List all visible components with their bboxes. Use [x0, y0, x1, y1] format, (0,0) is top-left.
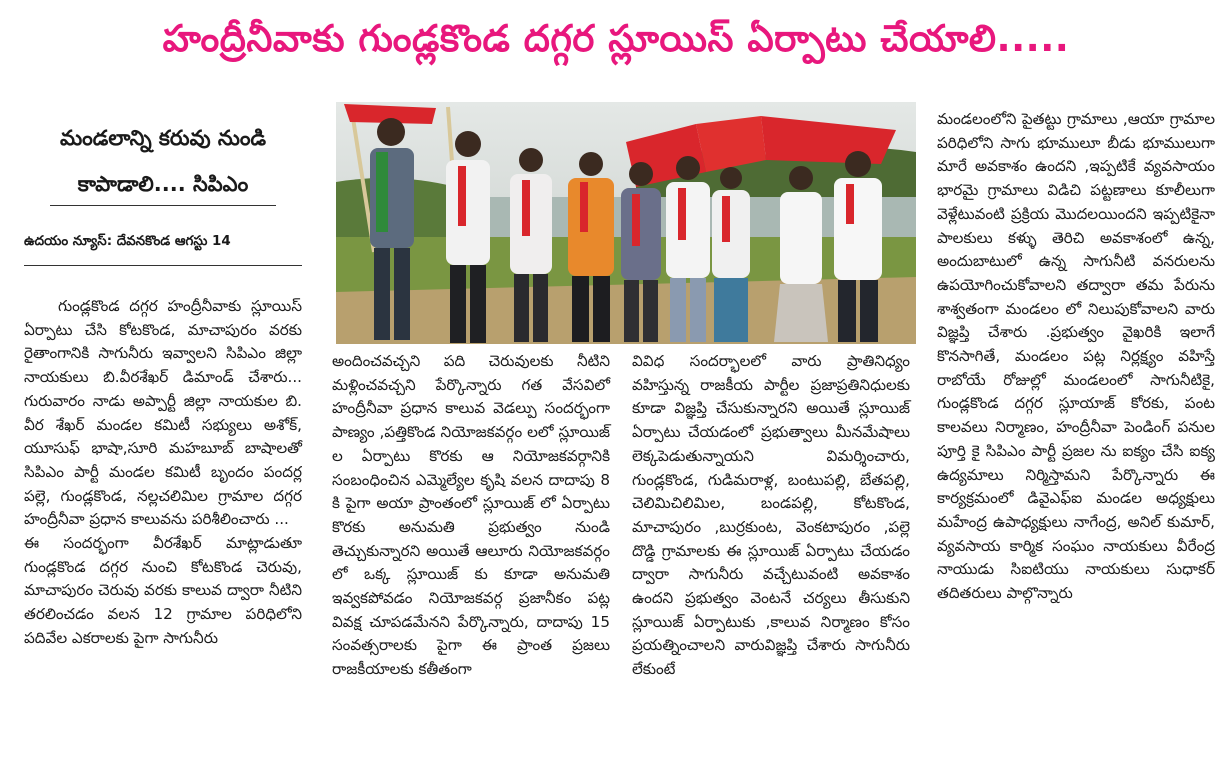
photo-illustration: [336, 102, 916, 344]
article-paragraph-4: వివిధ సందర్భాలలో వారు ప్రాతినిధ్యం వహిస్తున్న రాజకీయ పార్టీల ప్రజాప్రతినిధులకు కూడా విజ్ఞప్తి చేసుకున్నారని అయితే స్లూయిజ్ ఏర్పాటు చేయడంలో ప్రభుత్వాలు మీనమేషాలు లెక్కపెడుతున్నాయని విమర్శించారు, గుండ్లకొండ, గుడిమరాళ్ల, బంటుపల్లి, బేతపల్లి, చెలిమిచిలిమిల, బండపల్లి, కోటకొండ, మాచాపురం ,బుర్రకుంట, వెంకటాపురం ,పల్లె దొడ్డి గ్రామాలకు ఈ స్లూయిజ్ ఏర్పాటు చేయడం ద్వారా సాగునీరు వచ్చేటువంటి అవకాశం ఉందని ప్రభుత్వం వెంటనే చర్యలు తీసుకుని స్లూయిజ్ ఏర్పాటుకు ,కాలువ నిర్మాణం కోసం ప్రయత్నించాలని వారువిజ్ఞప్తి చేశారు సాగునీరు లేకుంటే: [632, 352, 910, 679]
byline: ఉదయం న్యూస్: దేవనకొండ ఆగస్టు 14: [24, 234, 231, 249]
subheadline-line-2: కాపాడాలి.... సిపిఎం: [77, 172, 249, 196]
article-paragraph-3: అందించవచ్చని పది చెరువులకు నీటిని మళ్లించవచ్చని పేర్కొన్నారు గత వేసవిలో హంద్రీనీవా ప్రధాన కాలువ వెడల్పు సందర్భంగా పాణ్యం ,పత్తికొండ నియోజకవర్గం లలో స్లూయిజ్ ల ఏర్పాటు కొరకు ఆ నియోజకవర్గానికి సంబంధించిన ఎమ్మెల్యేల కృషి వలన దాదాపు 8 కి పైగా అయా ప్రాంతంలో స్లూయిజ్ లో ఏర్పాటు కొరకు అనుమతి ప్రభుత్వం నుండి తెచ్చుకున్నారని అయితే ఆలూరు నియోజకవర్గం లో ఒక్క స్లూయిజ్ కు కూడా అనుమతి ఇవ్వకపోవడం నియోజకవర్గ ప్రజానీకం పట్ల వివక్ష చూపడమేనని పేర్కొన్నారు, దాదాపు 15 సంవత్సరాలకు పైగా ఈ ప్రాంత ప్రజలు రాజకీయాలకు కతీతంగా: [332, 352, 610, 679]
article-paragraph-1: గుండ్లకొండ దగ్గర హంద్రీనీవాకు స్లూయిస్ ఏర్పాటు చేసి కోటకొండ, మాచాపురం వరకు రైతాంగానికి సాగునీరు ఇవ్వాలని సిపిఎం జిల్లా నాయకులు బి.వీరశేఖర్ డిమాండ్ చేశారు... గురువారం నాడు అప్పార్టీ జిల్లా నాయకుల బి. వీర శేఖర్ మండల కమిటీ సభ్యులు అశోక్, యూసుఫ్ భాషా,సూరి మహబూబ్ బాషాలతో సిపిఎం పార్టీ మండల కమిటీ బృందం పందర్ల పల్లె, గుండ్లకొండ, నల్లచలిమిల గ్రామాల దగ్గర హంద్రీనీవా ప్రధాన కాలువను పరిశీలించారు ...: [24, 297, 302, 529]
article-column-4: [937, 108, 1215, 606]
divider-top: [50, 205, 276, 206]
article-column-3: [632, 350, 910, 682]
subheadline: [24, 115, 302, 207]
article-column-1: [24, 295, 302, 651]
subheadline-line-1: మండలాన్ని కరువు నుండి: [59, 126, 267, 150]
headline: హంద్రీనీవాకు గుండ్లకొండ దగ్గర స్లూయిస్ ఏర్పాటు చేయాలి.....: [162, 17, 1070, 60]
article-column-2: [332, 350, 610, 682]
protest-group-photo: [336, 102, 916, 344]
article-paragraph-5: మండలంలోని పైతట్టు గ్రామాలు ,ఆయా గ్రామాల పరిధిలోని సాగు భూములూ బీడు భూములుగా మారే అవకాశం ఉందని ,ఇప్పటికే వ్యవసాయం భారమై గ్రామాలు విడిచి పట్టణాలు కూలీలుగా వెళ్లేటువంటి ప్రక్రియ మొదలయిందని ఇప్పటికైనా పాలకులు కళ్ళు తెరిచి అవకాశంలో ఉన్న, అందుబాటులో ఉన్న సాగునీటి వనరులను ఉపయోగించుకోవాలని తద్వారా తమ పేరును శాశ్వతంగా మండలం లో నిలుపుకోవాలని వారు విజ్ఞప్తి చేశారు .ప్రభుత్వం వైఖరికి ఇలాగే కొనసాగితే, మండలం పట్ల నిర్లక్ష్యం వహిస్తే రాబోయే రోజుల్లో మండలంలో సాగునీటికై, గుండ్లకొండ దగ్గర స్లూయాజ్ కోరకు, పంట కాలవలు నిర్మాణం, హంద్రీనీవా పెండింగ్ పనుల పూర్తి కై సిపిఎం పార్టీ ప్రజల ను ఐక్యం చేసి ఐక్య ఉద్యమాలు నిర్మిస్తామని పేర్కొన్నారు ఈ కార్యక్రమంలో డివైఎఫ్ఐ మండల అధ్యక్షులు మహేంద్ర ఉపాధ్యక్షులు నాగేంద్ర, అనిల్ కుమార్, వ్యవసాయ కార్మిక సంఘం నాయకులు వీరేంద్ర నాయుడు సిఐటియు నాయకులు సుధాకర్ తదితరులు పాల్గొన్నారు: [937, 110, 1215, 603]
article-paragraph-2: ఈ సందర్భంగా వీరశేఖర్ మాట్లాడుతూ గుండ్లకొండ దగ్గర నుంచి కోటకొండ చెరువు, మాచాపురం చెరువు వరకు కాలువ ద్వారా నీటిని తరలించడం వలన 12 గ్రామాల పరిధిలోని పదివేల ఎకరాలకు పైగా సాగునీరు: [24, 534, 302, 647]
divider-bottom: [24, 265, 302, 266]
